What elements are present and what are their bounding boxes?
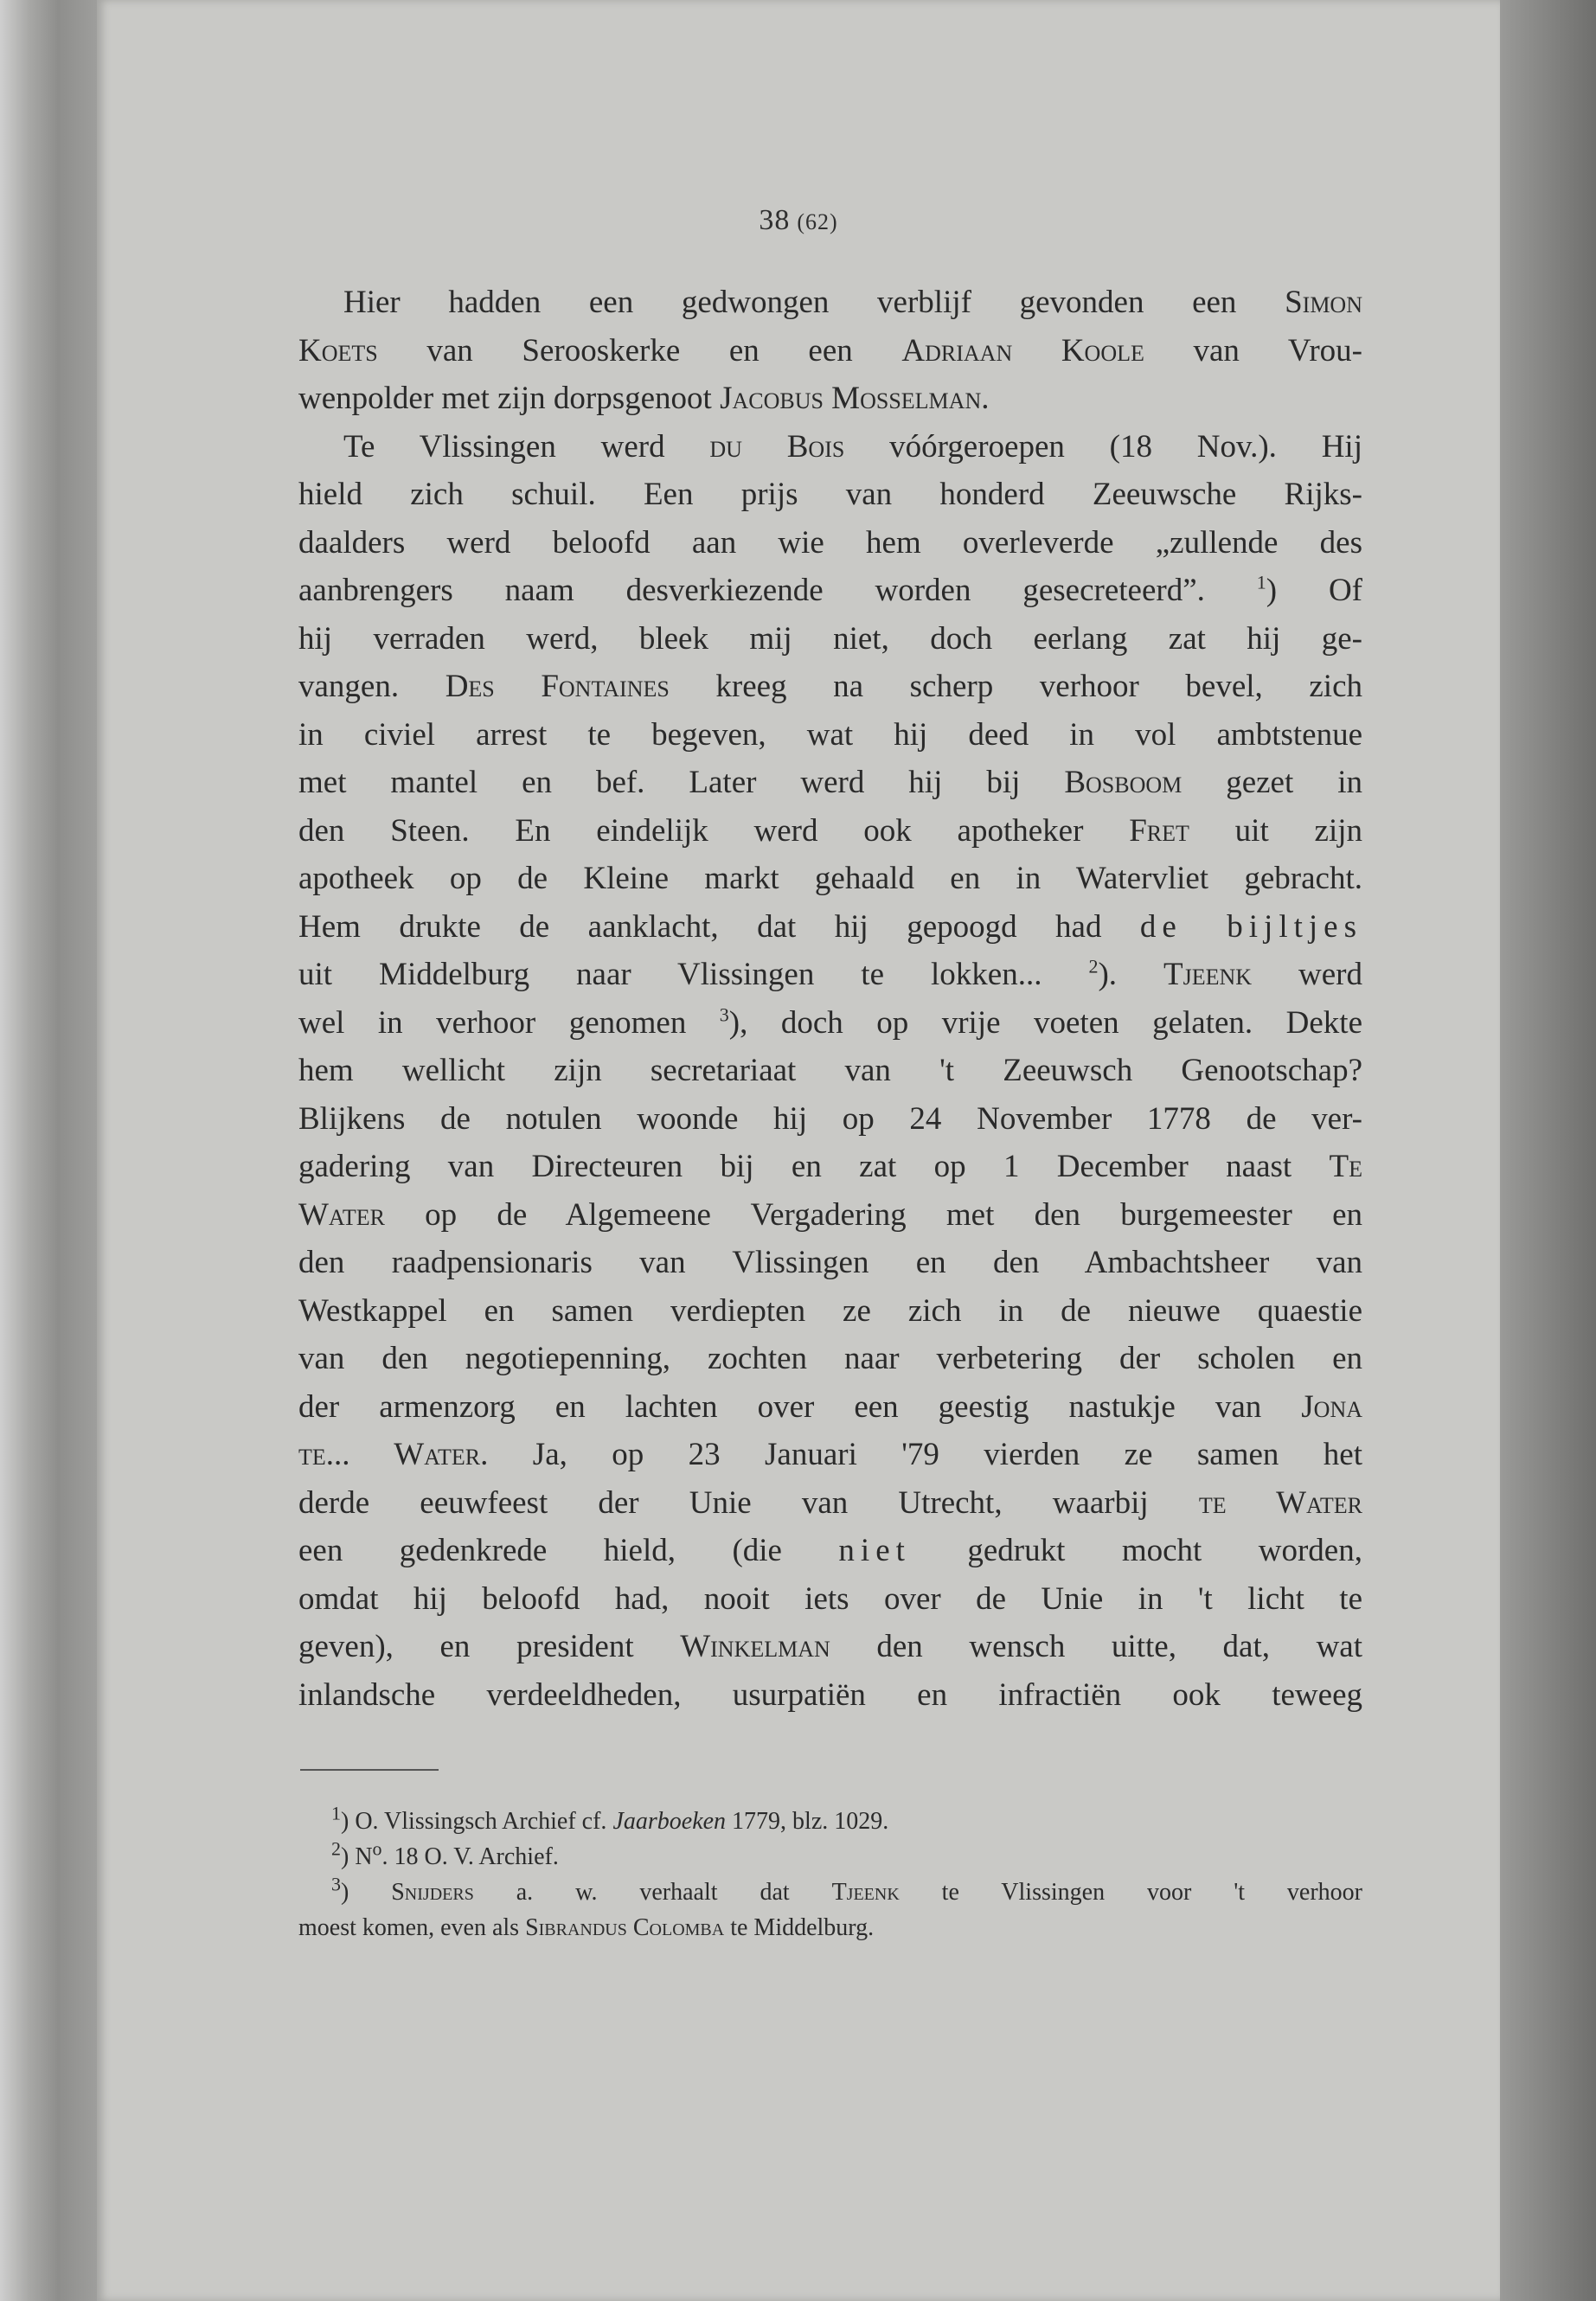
page-edge-shadow	[1500, 0, 1596, 2301]
text-line	[298, 327, 1362, 375]
text-segment: gadering van Directeuren bij en zat op 1 December naast	[298, 1149, 1330, 1184]
footnote-line	[298, 1804, 1362, 1839]
footnotes	[298, 1804, 1362, 1945]
text-segment: Jaarboeken	[612, 1808, 727, 1835]
text-segment: den Steen. En eindelijk werd ook apotheker	[298, 812, 1130, 849]
text-line	[298, 375, 1362, 423]
text-segment: Sibrandus Colomba	[525, 1914, 725, 1941]
text-segment: geven), en president	[298, 1629, 681, 1664]
text-segment: Jacobus Mosselman	[720, 381, 982, 416]
text-segment: 1779, blz. 1029.	[726, 1808, 889, 1835]
text-line	[298, 951, 1362, 999]
text-line	[298, 807, 1362, 856]
text-line	[298, 1335, 1362, 1383]
text-segment: van den negotiepenning, zochten naar verbetering der scholen en	[298, 1341, 1362, 1376]
text-segment: Simon	[1285, 285, 1362, 320]
text-segment: niet	[838, 1533, 911, 1568]
text-segment: gezet in	[1182, 765, 1362, 800]
text-segment: hij verraden werd, bleek mij niet, doch eerlang zat hij ge-	[298, 620, 1362, 657]
text-segment: Adriaan Koole	[901, 332, 1144, 369]
page-number-main: 38	[759, 204, 791, 236]
text-segment: in civiel arrest te begeven, wat hij deed in vol ambtstenue	[298, 716, 1362, 753]
text-line	[298, 1143, 1362, 1191]
text-segment: ) Of	[1266, 573, 1362, 608]
text-line	[298, 615, 1362, 663]
text-segment: den raadpensionaris van Vlissingen en den Ambachtsheer van	[298, 1245, 1362, 1280]
text-segment: Te	[1329, 1149, 1362, 1184]
text-segment: te Water	[1198, 1484, 1362, 1521]
text-segment: vóórgeroepen (18 Nov.). Hij	[844, 428, 1362, 465]
footnote-line	[298, 1910, 1362, 1945]
text-segment: hield zich schuil. Een prijs van honderd Zeeuwsche Rijks-	[298, 477, 1362, 512]
text-segment: Snijders	[391, 1879, 474, 1906]
text-segment: Tjeenk	[831, 1879, 900, 1906]
text-line	[298, 1431, 1362, 1479]
text-segment: ) O. Vlissingsch Archief cf.	[341, 1808, 613, 1835]
text-segment: te Middelburg.	[724, 1914, 875, 1941]
text-segment: van Vrou-	[1144, 332, 1362, 369]
text-segment: inlandsche verdeeldheden, usurpatiën en infractiën ook teweeg	[298, 1676, 1362, 1713]
footnote-marker: 2	[1088, 955, 1099, 977]
text-segment: derde eeuwfeest der Unie van Utrecht, waarbij	[298, 1484, 1199, 1521]
text-segment: Tjeenk	[1163, 957, 1253, 992]
text-line	[298, 1095, 1362, 1144]
text-segment: aanbrengers naam desverkiezende worden gesecreteerd”.	[298, 573, 1257, 608]
text-segment: wel in verhoor genomen	[298, 1004, 720, 1041]
footnote-separator	[300, 1769, 439, 1771]
text-segment: apotheek op de Kleine markt gehaald en in Watervliet gebracht.	[298, 861, 1362, 896]
text-segment: du Bois	[709, 428, 845, 465]
text-line	[298, 1191, 1362, 1240]
text-segment: van Serooskerke en een	[377, 332, 902, 369]
text-segment: Des Fontaines	[445, 669, 670, 704]
footnote-line	[298, 1875, 1362, 1910]
text-segment: hem wellicht zijn secretariaat van 't Zeeuwsch Genootschap?	[298, 1053, 1362, 1088]
text-line	[298, 423, 1362, 471]
text-segment: .	[981, 381, 990, 416]
text-segment: ), doch op vrije voeten gelaten. Dekte	[728, 1004, 1362, 1041]
text-segment: uit Middelburg naar Vlissingen te lokken...	[298, 957, 1089, 992]
text-line	[298, 711, 1362, 760]
page-number-original: (62)	[797, 209, 838, 234]
text-segment: met mantel en bef. Later werd hij bij	[298, 765, 1065, 800]
text-segment: werd	[1252, 957, 1362, 992]
text-segment: daalders werd beloofd aan wie hem overleverde „zullende des	[298, 524, 1362, 561]
text-line	[298, 1383, 1362, 1432]
footnote-marker: 2	[331, 1837, 341, 1860]
text-segment: wenpolder met zijn dorpsgenoot	[298, 381, 721, 416]
text-line	[298, 1575, 1362, 1624]
text-line	[298, 1047, 1362, 1095]
text-segment: Bosboom	[1064, 765, 1183, 800]
text-segment: Water	[298, 1196, 385, 1233]
text-line	[298, 567, 1362, 615]
footnote-marker: 1	[1256, 571, 1266, 593]
footnote-line	[298, 1839, 1362, 1875]
text-line	[298, 1671, 1362, 1720]
text-segment: Westkappel en samen verdiepten ze zich in de nieuwe quaestie	[298, 1292, 1362, 1329]
text-segment: den wensch uitte, dat, wat	[830, 1629, 1362, 1664]
text-segment: omdat hij beloofd had, nooit iets over de Unie in 't licht te	[298, 1580, 1362, 1617]
text-line	[298, 1479, 1362, 1528]
text-segment: Hem drukte de aanklacht, dat hij gepoogd had	[298, 908, 1140, 945]
text-segment: vangen.	[298, 669, 445, 704]
text-line	[298, 1287, 1362, 1336]
text-line	[298, 903, 1362, 952]
text-line	[298, 279, 1362, 327]
text-line	[298, 1527, 1362, 1575]
text-segment: te Vlissingen voor 't verhoor	[899, 1879, 1363, 1906]
text-segment: de bijltjes	[1139, 908, 1362, 945]
text-line	[298, 759, 1362, 807]
text-segment: . 18 O. V. Archief.	[381, 1843, 559, 1870]
text-line	[298, 1623, 1362, 1671]
text-segment: Te Vlissingen werd	[343, 428, 710, 465]
text-segment: Hier hadden een gedwongen verblijf gevonden een	[343, 285, 1285, 320]
footnote-marker: o	[372, 1837, 382, 1860]
text-line	[298, 663, 1362, 711]
body-text	[298, 279, 1362, 1719]
text-segment: kreeg na scherp verhoor bevel, zich	[669, 669, 1362, 704]
text-line	[298, 519, 1362, 567]
text-segment: ) N	[341, 1843, 373, 1870]
text-segment: )	[341, 1879, 392, 1906]
text-segment: Jona	[1301, 1388, 1362, 1425]
footnote-marker: 3	[331, 1873, 341, 1895]
text-segment: Blijkens de notulen woonde hij op 24 November 1778 de ver-	[298, 1100, 1362, 1137]
book-spine-shadow	[0, 0, 97, 2301]
text-segment: der armenzorg en lachten over een geestig nastukje van	[298, 1388, 1302, 1425]
text-line	[298, 1239, 1362, 1287]
text-segment: Winkelman	[680, 1629, 830, 1664]
text-segment: moest komen, even als	[298, 1914, 526, 1941]
text-segment: gedrukt mocht worden,	[910, 1533, 1362, 1568]
text-line	[298, 471, 1362, 519]
page-number	[97, 204, 1500, 237]
footnote-marker: 3	[719, 1003, 729, 1026]
text-segment: uit zijn	[1189, 812, 1362, 849]
text-segment: ).	[1098, 957, 1163, 992]
text-line	[298, 855, 1362, 903]
text-segment: te... Water	[298, 1437, 481, 1472]
text-segment: Fret	[1129, 812, 1189, 849]
text-line	[298, 999, 1362, 1048]
text-segment: a. w. verhaalt dat	[473, 1879, 832, 1906]
text-segment: op de Algemeene Vergadering met den burgemeester en	[384, 1196, 1362, 1233]
text-segment: een gedenkrede hield, (die	[298, 1533, 839, 1568]
text-segment: . Ja, op 23 Januari '79 vierden ze samen het	[480, 1437, 1362, 1472]
text-segment: Koets	[298, 332, 378, 369]
footnote-marker: 1	[331, 1802, 341, 1824]
